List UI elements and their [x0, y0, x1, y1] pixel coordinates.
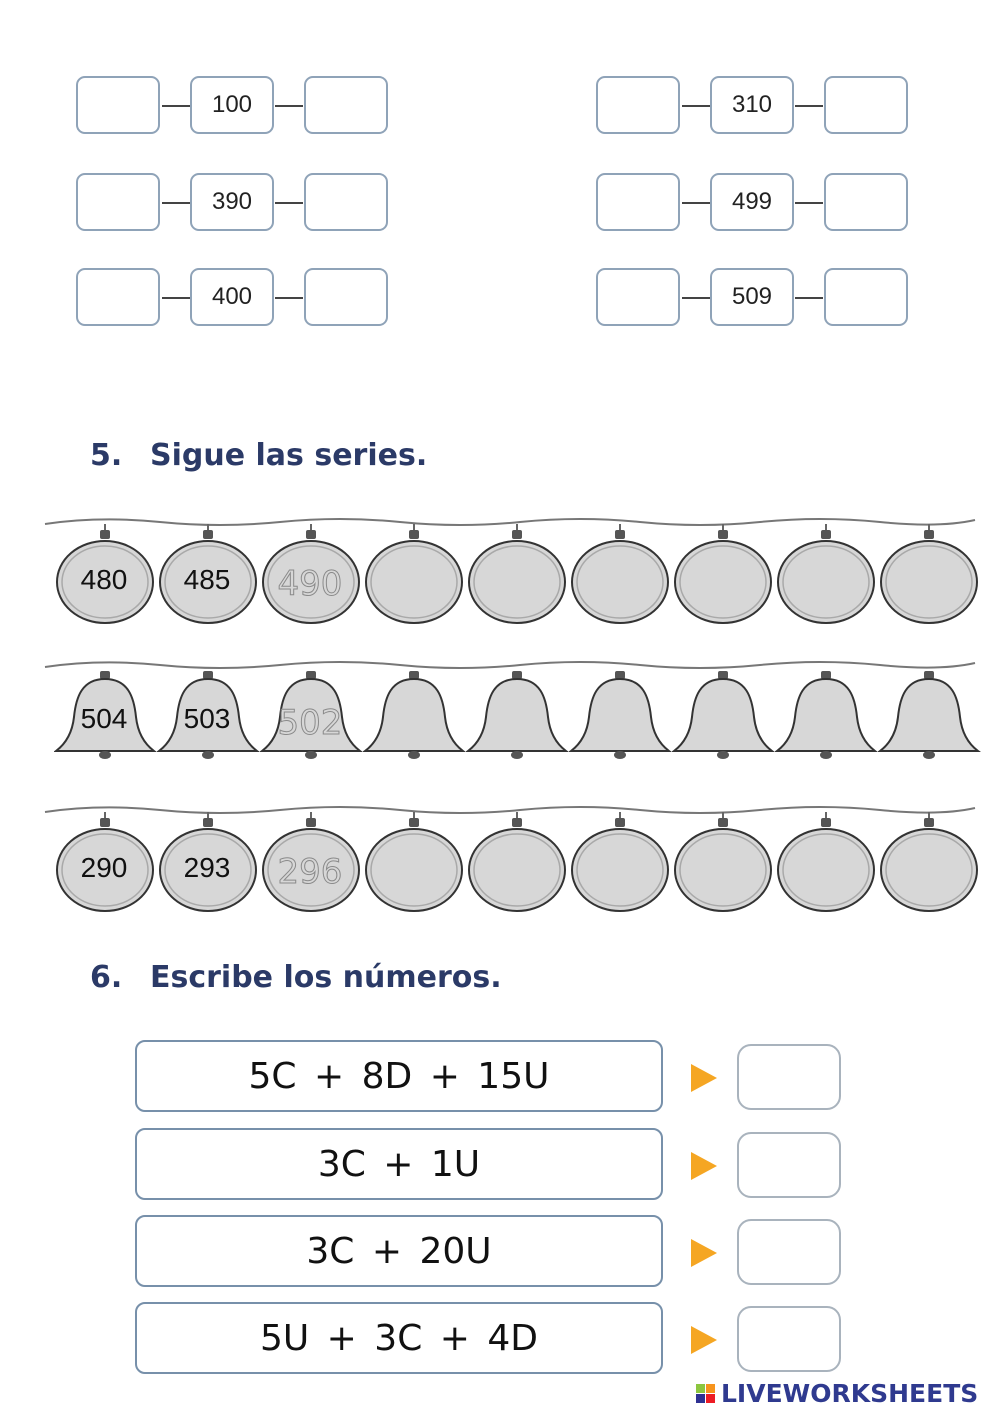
ball-ornament[interactable]: [363, 812, 467, 912]
expression-box: 3C + 20U: [135, 1215, 663, 1287]
ball-ornament: [260, 524, 364, 624]
bell-ornament: [157, 667, 261, 767]
neighbour-row: [596, 268, 916, 330]
garland-row: [40, 655, 980, 775]
connector-line: [682, 105, 710, 107]
next-number-input[interactable]: [304, 173, 388, 231]
given-number: 310: [710, 76, 794, 134]
previous-number-input[interactable]: [596, 173, 680, 231]
ball-ornament: [54, 812, 158, 912]
triangle-right-icon: [691, 1152, 717, 1180]
connector-line: [275, 105, 303, 107]
bell-ornament: [260, 667, 364, 767]
expression-row: [135, 1215, 855, 1289]
ball-ornament[interactable]: [878, 812, 982, 912]
liveworksheets-logo: [696, 1378, 978, 1408]
exercise-6-heading: [90, 960, 502, 995]
previous-number-input[interactable]: [596, 268, 680, 326]
exercise-5-title: Sigue las series.: [150, 438, 428, 473]
ball-ornament: [157, 812, 261, 912]
series-number: 485: [183, 564, 231, 595]
connector-line: [162, 105, 190, 107]
connector-line: [162, 297, 190, 299]
expression-box: 3C + 1U: [135, 1128, 663, 1200]
triangle-right-icon: [691, 1064, 717, 1092]
answer-input[interactable]: [737, 1219, 841, 1285]
connector-line: [275, 297, 303, 299]
connector-line: [682, 202, 710, 204]
ball-ornament[interactable]: [672, 524, 776, 624]
expression-box: 5U + 3C + 4D: [135, 1302, 663, 1374]
ball-ornament[interactable]: [466, 524, 570, 624]
bell-ornament[interactable]: [363, 667, 467, 767]
ball-ornament[interactable]: [775, 812, 879, 912]
neighbour-row: [596, 76, 916, 138]
connector-line: [162, 202, 190, 204]
ball-ornament[interactable]: [569, 812, 673, 912]
triangle-right-icon: [691, 1239, 717, 1267]
previous-number-input[interactable]: [76, 173, 160, 231]
neighbour-row: [76, 173, 396, 235]
bell-ornament[interactable]: [878, 667, 982, 767]
connector-line: [275, 202, 303, 204]
previous-number-input[interactable]: [596, 76, 680, 134]
traced-number: 490: [277, 564, 343, 604]
expression-row: [135, 1128, 855, 1202]
given-number: 390: [190, 173, 274, 231]
ball-ornament: [260, 812, 364, 912]
ball-ornament: [157, 524, 261, 624]
series-number: 293: [183, 852, 231, 883]
series-number: 480: [80, 564, 128, 595]
expression-box: 5C + 8D + 15U: [135, 1040, 663, 1112]
neighbour-row: [76, 76, 396, 138]
connector-line: [795, 105, 823, 107]
given-number: 400: [190, 268, 274, 326]
ball-ornament[interactable]: [569, 524, 673, 624]
ball-ornament[interactable]: [775, 524, 879, 624]
exercise-5-heading: [90, 438, 427, 473]
ball-ornament[interactable]: [672, 812, 776, 912]
series-number: 503: [183, 703, 231, 734]
exercise-6-title: Escribe los números.: [150, 960, 502, 995]
neighbour-row: [596, 173, 916, 235]
exercise-6-number: 6.: [90, 960, 123, 995]
ball-ornament[interactable]: [363, 524, 467, 624]
given-number: 509: [710, 268, 794, 326]
neighbour-row: [76, 268, 396, 330]
given-number: 499: [710, 173, 794, 231]
connector-line: [795, 202, 823, 204]
connector-line: [795, 297, 823, 299]
garland-row: [40, 800, 980, 920]
ball-ornament[interactable]: [878, 524, 982, 624]
answer-input[interactable]: [737, 1044, 841, 1110]
liveworksheets-logo-icon: [696, 1384, 715, 1403]
triangle-right-icon: [691, 1326, 717, 1354]
bell-ornament: [54, 667, 158, 767]
given-number: 100: [190, 76, 274, 134]
ball-ornament: [54, 524, 158, 624]
next-number-input[interactable]: [824, 173, 908, 231]
traced-number: 296: [277, 852, 343, 892]
answer-input[interactable]: [737, 1132, 841, 1198]
expression-row: [135, 1040, 855, 1114]
answer-input[interactable]: [737, 1306, 841, 1372]
traced-number: 502: [277, 703, 343, 743]
bell-ornament[interactable]: [672, 667, 776, 767]
series-number: 290: [80, 852, 128, 883]
next-number-input[interactable]: [304, 268, 388, 326]
next-number-input[interactable]: [824, 76, 908, 134]
next-number-input[interactable]: [304, 76, 388, 134]
exercise-5-number: 5.: [90, 438, 123, 473]
logo-text: LIVEWORKSHEETS: [721, 1378, 979, 1408]
previous-number-input[interactable]: [76, 268, 160, 326]
garland-row: [40, 512, 980, 632]
expression-row: [135, 1302, 855, 1376]
connector-line: [682, 297, 710, 299]
bell-ornament[interactable]: [569, 667, 673, 767]
bell-ornament[interactable]: [775, 667, 879, 767]
ball-ornament[interactable]: [466, 812, 570, 912]
series-number: 504: [80, 703, 128, 734]
previous-number-input[interactable]: [76, 76, 160, 134]
bell-ornament[interactable]: [466, 667, 570, 767]
next-number-input[interactable]: [824, 268, 908, 326]
